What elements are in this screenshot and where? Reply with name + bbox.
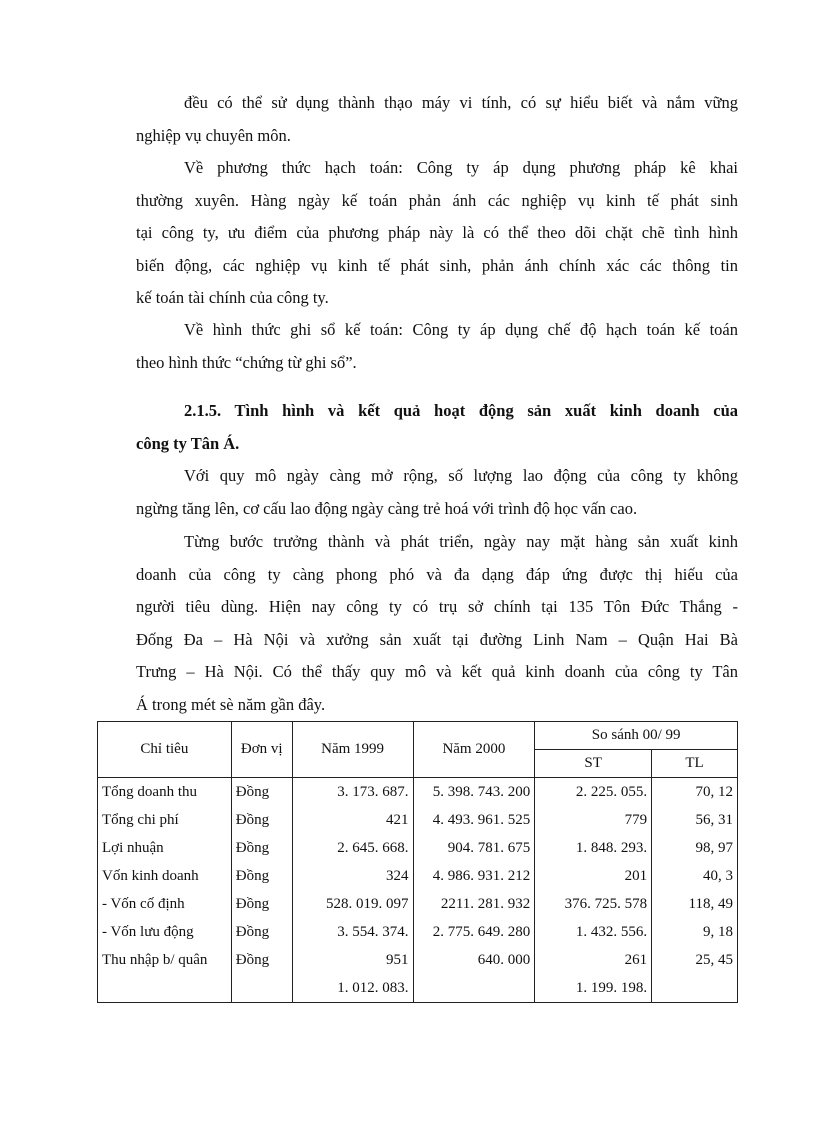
text-line: theo hình thức “chứng từ ghi sổ”. — [136, 352, 357, 372]
heading-line: 2.1.5. Tình hình và kết quả hoạt động sản xuất kinh doanh của — [184, 401, 738, 420]
paragraph-bookkeeping-form — [136, 314, 738, 379]
header-so-sanh: So sánh 00/ 99 — [535, 722, 738, 750]
paragraph-accounting-method — [136, 152, 738, 315]
heading-line: công ty Tân Á. — [136, 433, 240, 453]
cell-chi-tieu: - Vốn cố định — [98, 890, 232, 918]
cell-nam-2000: 4. 493. 961. 525 — [413, 806, 535, 834]
table-row — [98, 946, 738, 974]
cell-chi-tieu: Tổng chi phí — [98, 806, 232, 834]
header-st: ST — [535, 750, 652, 778]
cell-nam-1999: 528. 019. 097 — [292, 890, 413, 918]
cell-chi-tieu: - Vốn lưu động — [98, 918, 232, 946]
cell-chi-tieu: Lợi nhuận — [98, 834, 232, 862]
header-nam-2000: Năm 2000 — [413, 722, 535, 778]
paragraph-company-development — [136, 526, 738, 722]
cell-tl — [652, 974, 738, 1003]
text-line: biến động, các nghiệp vụ kinh tế phát sinh, phản ánh chính xác các thông tin — [136, 255, 738, 275]
cell-st: 779 — [535, 806, 652, 834]
text-line: Đống Đa – Hà Nội và xưởng sản xuất tại đường Linh Nam – Quận Hai Bà — [136, 629, 738, 649]
cell-don-vi: Đồng — [231, 806, 292, 834]
table-row — [98, 974, 738, 1003]
cell-tl: 70, 12 — [652, 778, 738, 807]
business-results-table — [97, 721, 738, 1003]
header-don-vi: Đơn vị — [231, 722, 292, 778]
cell-chi-tieu: Tổng doanh thu — [98, 778, 232, 807]
cell-nam-2000: 4. 986. 931. 212 — [413, 862, 535, 890]
cell-don-vi: Đồng — [231, 890, 292, 918]
cell-nam-1999: 1. 012. 083. — [292, 974, 413, 1003]
cell-don-vi — [231, 974, 292, 1003]
text-line: người tiêu dùng. Hiện nay công ty có trụ sở chính tại 135 Tôn Đức Thắng - — [136, 597, 738, 617]
text-line: Về hình thức ghi sổ kế toán: Công ty áp dụng chế độ hạch toán kế toán — [184, 320, 738, 339]
text-line: Trưng – Hà Nội. Có thể thấy quy mô và kết quả kinh doanh của công ty Tân — [136, 662, 738, 682]
cell-st: 1. 848. 293. — [535, 834, 652, 862]
cell-tl: 98, 97 — [652, 834, 738, 862]
table-row — [98, 834, 738, 862]
cell-don-vi: Đồng — [231, 834, 292, 862]
cell-st: 261 — [535, 946, 652, 974]
table-row — [98, 890, 738, 918]
section-heading — [136, 395, 738, 460]
cell-don-vi: Đồng — [231, 862, 292, 890]
text-line: Với quy mô ngày càng mở rộng, số lượng lao động của công ty không — [184, 466, 738, 485]
cell-nam-2000: 5. 398. 743. 200 — [413, 778, 535, 807]
cell-st: 2. 225. 055. — [535, 778, 652, 807]
cell-chi-tieu: Thu nhập b/ quân — [98, 946, 232, 974]
table-row — [98, 862, 738, 890]
cell-tl: 56, 31 — [652, 806, 738, 834]
text-line: kế toán tài chính của công ty. — [136, 288, 329, 308]
cell-don-vi: Đồng — [231, 946, 292, 974]
table-row — [98, 918, 738, 946]
text-line: ngừng tăng lên, cơ cấu lao động ngày càng trẻ hoá với trình độ học vấn cao. — [136, 498, 638, 518]
table-row — [98, 806, 738, 834]
cell-nam-1999: 3. 173. 687. — [292, 778, 413, 807]
text-line: doanh của công ty càng phong phó và đa dạng đáp ứng được thị hiếu của — [136, 564, 738, 584]
cell-nam-1999: 2. 645. 668. — [292, 834, 413, 862]
header-chi-tieu: Chỉ tiêu — [98, 722, 232, 778]
cell-tl: 40, 3 — [652, 862, 738, 890]
cell-nam-1999: 421 — [292, 806, 413, 834]
cell-nam-1999: 324 — [292, 862, 413, 890]
text-line: Từng bước trưởng thành và phát triển, ngày nay mặt hàng sản xuất kinh — [184, 532, 738, 551]
cell-nam-2000: 2. 775. 649. 280 — [413, 918, 535, 946]
header-tl: TL — [652, 750, 738, 778]
cell-tl: 118, 49 — [652, 890, 738, 918]
paragraph-intro-continued — [136, 87, 738, 152]
cell-st: 1. 199. 198. — [535, 974, 652, 1003]
cell-don-vi: Đồng — [231, 918, 292, 946]
cell-nam-1999: 951 — [292, 946, 413, 974]
text-line: nghiệp vụ chuyên môn. — [136, 125, 291, 145]
cell-nam-2000 — [413, 974, 535, 1003]
table-row — [98, 778, 738, 807]
cell-don-vi: Đồng — [231, 778, 292, 807]
text-line: Về phương thức hạch toán: Công ty áp dụng phương pháp kê khai — [184, 158, 738, 177]
paragraph-labor-scale — [136, 460, 738, 525]
text-line: Á trong mét sè năm gần đây. — [136, 694, 326, 714]
text-line: đều có thể sử dụng thành thạo máy vi tính, có sự hiểu biết và nắm vững — [184, 93, 738, 112]
cell-chi-tieu: Vốn kinh doanh — [98, 862, 232, 890]
cell-chi-tieu — [98, 974, 232, 1003]
text-line: thường xuyên. Hàng ngày kế toán phản ánh các nghiệp vụ kinh tế phát sinh — [136, 190, 738, 210]
text-line: tại công ty, ưu điểm của phương pháp này là có thể theo dõi chặt chẽ tình hình — [136, 223, 738, 243]
cell-nam-2000: 640. 000 — [413, 946, 535, 974]
header-nam-1999: Năm 1999 — [292, 722, 413, 778]
cell-nam-2000: 2211. 281. 932 — [413, 890, 535, 918]
cell-tl: 25, 45 — [652, 946, 738, 974]
cell-tl: 9, 18 — [652, 918, 738, 946]
cell-nam-1999: 3. 554. 374. — [292, 918, 413, 946]
cell-st: 376. 725. 578 — [535, 890, 652, 918]
cell-st: 1. 432. 556. — [535, 918, 652, 946]
cell-nam-2000: 904. 781. 675 — [413, 834, 535, 862]
cell-st: 201 — [535, 862, 652, 890]
